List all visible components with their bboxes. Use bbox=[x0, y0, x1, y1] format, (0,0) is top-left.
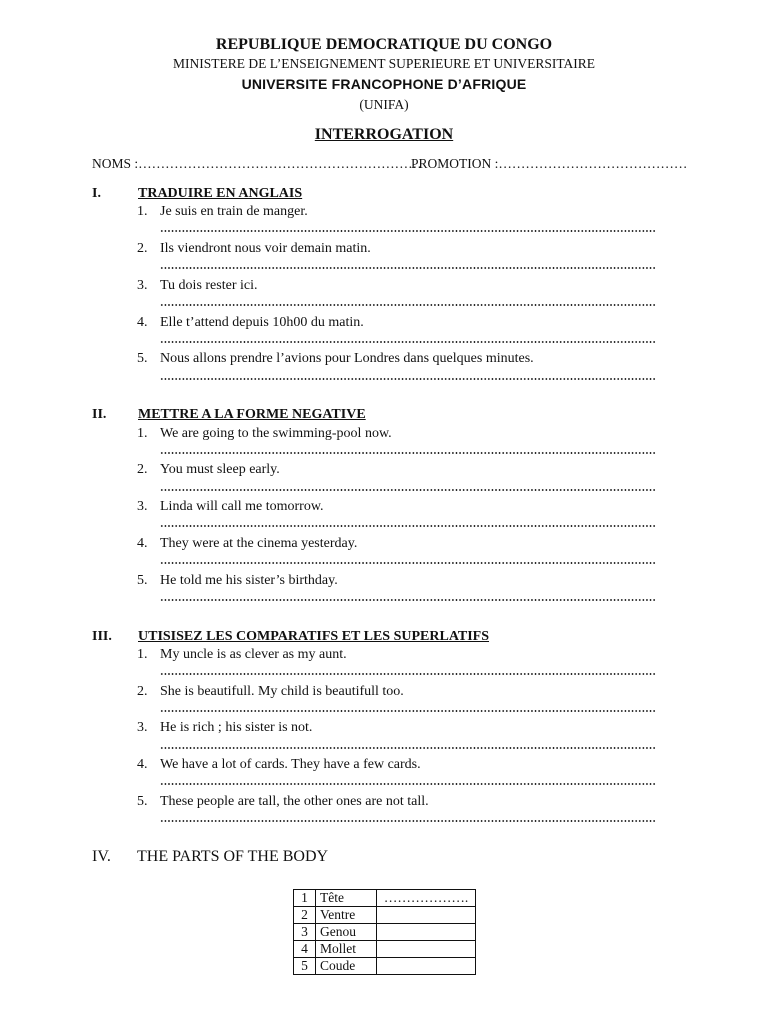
body-part-word: Tête bbox=[316, 890, 377, 907]
item-number: 2. bbox=[137, 684, 148, 699]
section-2-title: METTRE A LA FORME NEGATIVE bbox=[138, 407, 366, 422]
row-number: 1 bbox=[294, 890, 316, 907]
body-part-word: Ventre bbox=[316, 907, 377, 924]
page-title: INTERROGATION bbox=[314, 126, 454, 143]
section-1-item-1: Je suis en train de manger. bbox=[160, 204, 308, 219]
item-number: 2. bbox=[137, 241, 148, 256]
table-row bbox=[294, 958, 476, 975]
item-number: 3. bbox=[137, 499, 148, 514]
table-row bbox=[294, 924, 476, 941]
section-1-item-4: Elle t’attend depuis 10h00 du matin. bbox=[160, 315, 364, 330]
body-part-word: Mollet bbox=[316, 941, 377, 958]
row-number: 4 bbox=[294, 941, 316, 958]
body-part-word: Coude bbox=[316, 958, 377, 975]
answer-line bbox=[160, 524, 656, 528]
body-parts-table bbox=[293, 889, 476, 975]
section-1-item-3: Tu dois rester ici. bbox=[160, 278, 258, 293]
item-number: 5. bbox=[137, 351, 148, 366]
row-number: 2 bbox=[294, 907, 316, 924]
answer-line bbox=[160, 672, 656, 676]
answer-line bbox=[160, 340, 656, 344]
answer-cell[interactable] bbox=[377, 958, 476, 975]
answer-cell[interactable]: ………………. bbox=[377, 890, 476, 907]
section-3-item-2: She is beautifull. My child is beautifull too. bbox=[160, 684, 404, 699]
answer-line bbox=[160, 598, 656, 602]
section-1-item-2: Ils viendront nous voir demain matin. bbox=[160, 241, 371, 256]
item-number: 5. bbox=[137, 794, 148, 809]
university-abbr: (UNIFA) bbox=[359, 97, 409, 112]
item-number: 3. bbox=[137, 278, 148, 293]
section-3-item-4: We have a lot of cards. They have a few cards. bbox=[160, 757, 421, 772]
section-1-roman: I. bbox=[92, 186, 101, 201]
promotion-field: PROMOTION :…………………………………… bbox=[411, 156, 688, 171]
section-4-roman: IV. bbox=[92, 848, 111, 865]
answer-line bbox=[160, 377, 656, 381]
answer-line bbox=[160, 488, 656, 492]
item-number: 1. bbox=[137, 204, 148, 219]
section-3-item-3: He is rich ; his sister is not. bbox=[160, 720, 313, 735]
answer-line bbox=[160, 746, 656, 750]
section-4-title: THE PARTS OF THE BODY bbox=[137, 848, 329, 865]
country-heading: REPUBLIQUE DEMOCRATIQUE DU CONGO bbox=[215, 36, 553, 53]
section-3-roman: III. bbox=[92, 629, 112, 644]
answer-line bbox=[160, 819, 656, 823]
answer-line bbox=[160, 303, 656, 307]
section-1-title: TRADUIRE EN ANGLAIS bbox=[138, 186, 303, 201]
item-number: 5. bbox=[137, 573, 148, 588]
section-2-item-3: Linda will call me tomorrow. bbox=[160, 499, 324, 514]
item-number: 3. bbox=[137, 720, 148, 735]
section-2-roman: II. bbox=[92, 407, 107, 422]
item-number: 4. bbox=[137, 757, 148, 772]
answer-cell[interactable] bbox=[377, 941, 476, 958]
item-number: 1. bbox=[137, 647, 148, 662]
university-heading: UNIVERSITE FRANCOPHONE D’AFRIQUE bbox=[241, 76, 527, 92]
body-part-word: Genou bbox=[316, 924, 377, 941]
answer-line bbox=[160, 709, 656, 713]
table-row bbox=[294, 907, 476, 924]
row-number: 3 bbox=[294, 924, 316, 941]
section-1-item-5: Nous allons prendre l’avions pour Londres dans quelques minutes. bbox=[160, 351, 534, 366]
answer-line bbox=[160, 451, 656, 455]
answer-line bbox=[160, 561, 656, 565]
item-number: 4. bbox=[137, 315, 148, 330]
section-3-title: UTISISEZ LES COMPARATIFS ET LES SUPERLATIFS bbox=[138, 629, 490, 644]
table-row bbox=[294, 890, 476, 907]
answer-line bbox=[160, 229, 656, 233]
item-number: 4. bbox=[137, 536, 148, 551]
table-row bbox=[294, 941, 476, 958]
section-3-item-5: These people are tall, the other ones are not tall. bbox=[160, 794, 429, 809]
row-number: 5 bbox=[294, 958, 316, 975]
section-2-item-4: They were at the cinema yesterday. bbox=[160, 536, 358, 551]
section-2-item-1: We are going to the swimming-pool now. bbox=[160, 426, 392, 441]
item-number: 1. bbox=[137, 426, 148, 441]
noms-field: NOMS :……………………………………………………… bbox=[92, 156, 422, 171]
section-2-item-2: You must sleep early. bbox=[160, 462, 280, 477]
answer-cell[interactable] bbox=[377, 907, 476, 924]
answer-cell[interactable] bbox=[377, 924, 476, 941]
ministry-heading: MINISTERE DE L’ENSEIGNEMENT SUPERIEURE ET UNIVERSITAIRE bbox=[172, 56, 596, 71]
section-2-item-5: He told me his sister’s birthday. bbox=[160, 573, 338, 588]
answer-line bbox=[160, 266, 656, 270]
answer-line bbox=[160, 782, 656, 786]
section-3-item-1: My uncle is as clever as my aunt. bbox=[160, 647, 347, 662]
item-number: 2. bbox=[137, 462, 148, 477]
